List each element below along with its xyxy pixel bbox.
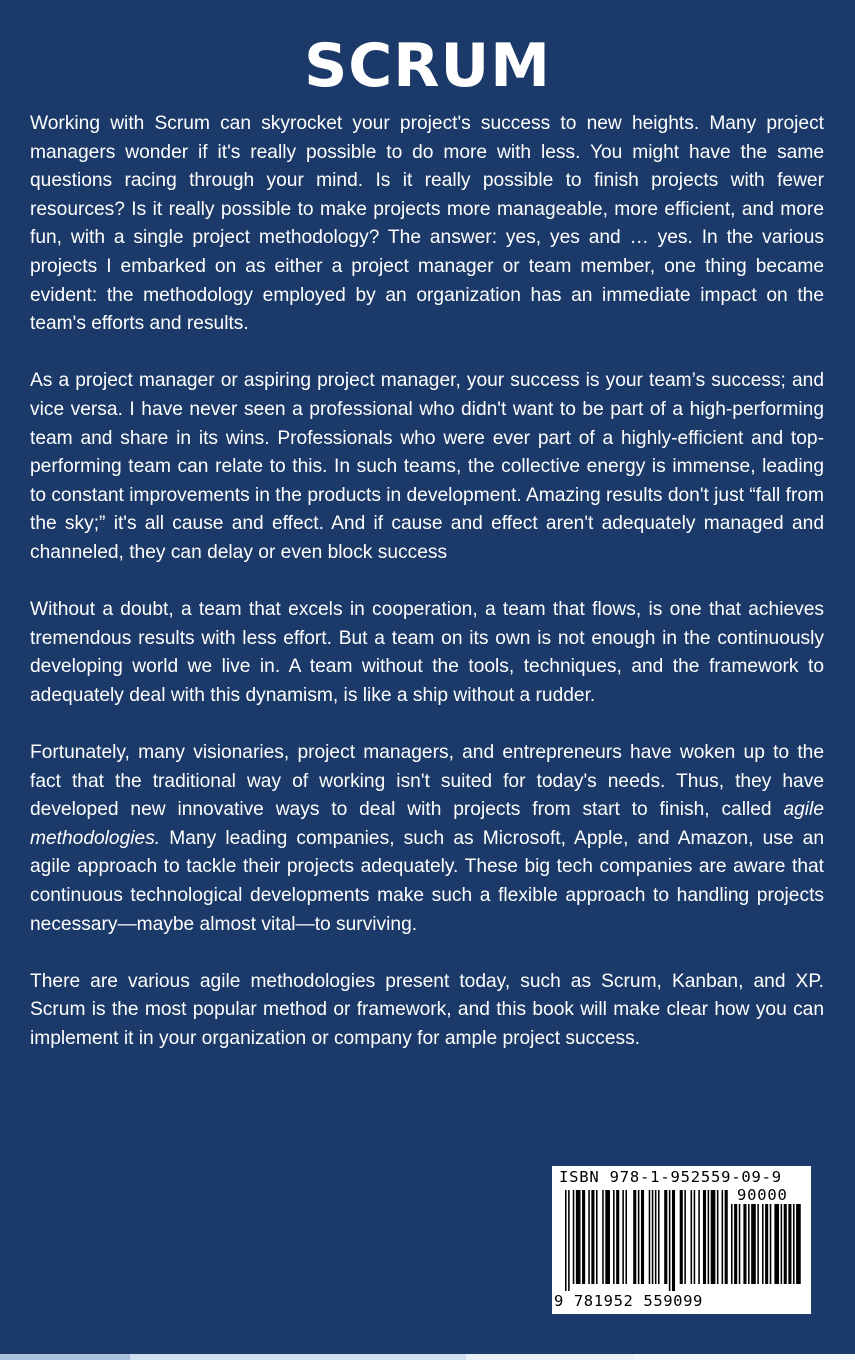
barcode-bar <box>658 1190 660 1284</box>
paragraph-4-text-start: Fortunately, many visionaries, project managers, and entrepreneurs have woken up to the fact that the traditional way of working isn't suited for today's needs. Thus, they have developed new innovative ways to deal with projects from start to finish, called <box>30 742 824 821</box>
strip-segment <box>466 1354 634 1360</box>
barcode-bar <box>743 1204 746 1284</box>
blurb-paragraph-2: As a project manager or aspiring project manager, your success is your team’s success; and vice versa. I have never seen a professional who didn't want to be part of a high-performing team and share in its wins. Professionals who were ever part of a highly-efficient and top-performing team can relate to this. In such teams, the collective energy is immense, leading to constant improvements in the products in development. Amazing results don't just “fall from the sky;” it's all cause and effect. And if cause and effect aren't adequately managed and channeled, they can delay or even block success <box>30 370 824 563</box>
blurb-paragraph-5: There are various agile methodologies present today, such as Scrum, Kanban, and XP. Scrum is the most popular method or framework, and this book will make clear how you can implement it in your organization or company for ample project success. <box>30 970 824 1049</box>
barcode-bar <box>762 1204 764 1284</box>
addon-barcode-bars <box>731 1204 805 1294</box>
blurb-paragraph-4 <box>30 739 824 939</box>
barcode-bar <box>711 1190 716 1284</box>
isbn-label: ISBN 978-1-952559-09-9 <box>559 1168 782 1186</box>
barcode-bar <box>573 1190 575 1284</box>
barcode-bar <box>565 1190 567 1294</box>
barcode-bar <box>784 1204 787 1284</box>
barcode-bar <box>774 1204 779 1284</box>
barcode-bar <box>796 1204 801 1284</box>
barcode-bar <box>613 1190 615 1284</box>
barcode-bar <box>672 1190 675 1294</box>
barcode-bar <box>664 1190 667 1284</box>
barcode-bar <box>748 1204 750 1284</box>
barcode-bar <box>739 1204 741 1284</box>
strip-segment <box>634 1354 855 1360</box>
barcode-bar <box>633 1190 636 1284</box>
barcode-bar <box>781 1204 783 1284</box>
barcode-bar <box>652 1190 654 1284</box>
barcode-bar <box>638 1190 640 1284</box>
barcode-bar <box>691 1190 693 1284</box>
barcode-bar <box>649 1190 651 1284</box>
barcode-bar <box>625 1190 627 1284</box>
barcode-bar <box>793 1204 795 1284</box>
paragraph-4-emphasis: agile methodologies. <box>30 799 824 849</box>
price-code: 90000 <box>737 1186 788 1204</box>
barcode-bar <box>655 1190 657 1284</box>
barcode-bar <box>722 1190 724 1284</box>
isbn-barcode <box>552 1166 811 1314</box>
strip-segment <box>0 1354 130 1360</box>
barcode-bar <box>588 1190 590 1284</box>
barcode-bar <box>602 1190 604 1284</box>
barcode-bar <box>765 1204 768 1284</box>
barcode-bar <box>680 1190 683 1284</box>
strip-segment <box>130 1354 466 1360</box>
barcode-bar <box>576 1190 581 1284</box>
barcode-bar <box>582 1190 585 1284</box>
ean-digits: 9 781952 559099 <box>554 1292 703 1310</box>
barcode-bar <box>703 1190 706 1284</box>
blurb-paragraph-3: Without a doubt, a team that excels in cooperation, a team that flows, is one that achieves tremendous results with less effort. But a team on its own is not enough in the continuously developing world we live in. A team without the tools, techniques, and the framework to adequately deal with this dynamism, is like a ship without a rudder. <box>30 599 824 706</box>
barcode-bar <box>717 1190 719 1284</box>
barcode-bar <box>734 1204 737 1284</box>
ean-barcode-bars <box>565 1190 729 1294</box>
barcode-bar <box>591 1190 594 1284</box>
barcode-bar <box>751 1204 756 1284</box>
barcode-bar <box>698 1190 700 1284</box>
barcode-bar <box>770 1204 772 1284</box>
barcode-bar <box>694 1190 696 1284</box>
barcode-bar <box>757 1204 759 1284</box>
barcode-bar <box>669 1190 671 1294</box>
barcode-bar <box>708 1190 710 1284</box>
book-title: SCRUM <box>304 31 551 101</box>
barcode-bar <box>731 1204 733 1284</box>
barcode-bar <box>725 1190 728 1284</box>
barcode-bar <box>684 1190 686 1284</box>
barcode-bar <box>568 1190 570 1294</box>
barcode-bar <box>641 1190 644 1284</box>
barcode-bar <box>622 1190 624 1284</box>
blurb-paragraph-1: Working with Scrum can skyrocket your project's success to new heights. Many project managers wonder if it's really possible to do more with less. You might have the same questions racing through your mind. Is it really possible to finish projects with fewer resources? Is it really possible to make projects more manageable, more efficient, and more fun, with a single project methodology? The answer: yes, yes and … yes. In the various projects I embarked on as either a project manager or team member, one thing became evident: the methodology employed by an organization has an immediate impact on the team's efforts and results. <box>30 113 824 335</box>
paragraph-4-text-end: Many leading companies, such as Microsoft, Apple, and Amazon, use an agile approach to tackle their projects adequately. These big tech companies are aware that continuous technological developments make such a flexible approach to handling projects necessary—maybe almost vital—to surviving. <box>30 827 824 935</box>
bottom-color-strip <box>0 1354 855 1360</box>
barcode-bar <box>616 1190 619 1284</box>
barcode-bar <box>788 1204 791 1284</box>
barcode-bar <box>596 1190 598 1284</box>
blurb-text <box>30 110 824 1054</box>
barcode-bar <box>605 1190 610 1284</box>
